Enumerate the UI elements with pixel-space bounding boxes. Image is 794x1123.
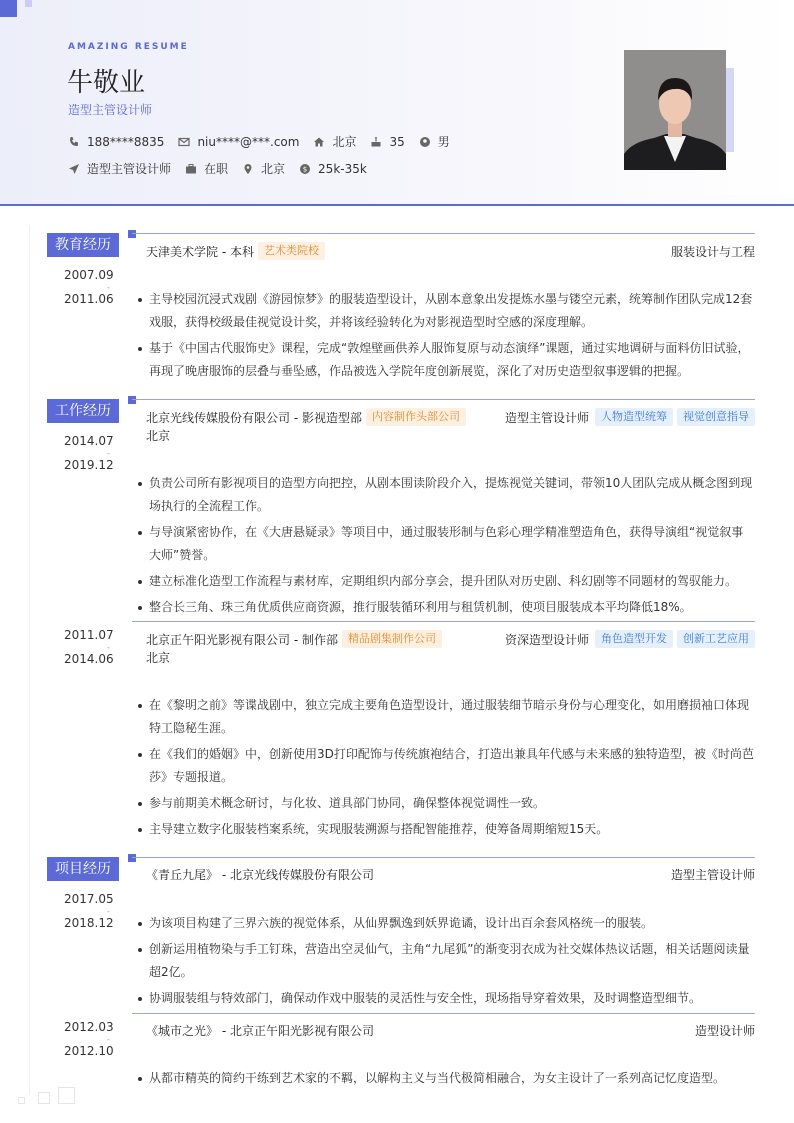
proj2-role: 造型设计师 — [694, 1024, 755, 1038]
person-silhouette-icon — [624, 50, 726, 170]
money-icon — [299, 163, 311, 175]
job2-header-row — [146, 630, 755, 648]
section-title-work: 工作经历 — [47, 399, 119, 423]
footer-decoration — [58, 1087, 75, 1104]
section-marker — [128, 230, 136, 238]
job-intent-row — [68, 160, 381, 177]
gender-text: 男 — [437, 135, 450, 149]
gender-item — [419, 133, 450, 150]
list-item: 与导演紧密协作，在《大唐悬疑录》等项目中，通过服装形制与色彩心理学精准塑造角色，获得导演组“视觉叙事大师”赞誉。 — [138, 521, 755, 567]
corner-decoration-small — [25, 0, 32, 7]
target-position-item — [68, 160, 171, 177]
job1-skill: 视觉创意指导 — [677, 408, 755, 426]
briefcase-icon — [185, 163, 197, 175]
send-icon — [68, 163, 80, 175]
list-item: 建立标准化造型工作流程与素材库，定期组织内部分享会，提升团队对历史剧、科幻剧等不同题材的驾驭能力。 — [138, 570, 755, 593]
proj1-bullets — [138, 912, 755, 1013]
job2-end-date: 2014.06 — [64, 652, 114, 666]
home-icon — [313, 136, 325, 148]
date-separator: - — [107, 907, 110, 916]
job1-position: 造型主管设计师 — [504, 410, 589, 425]
candidate-title: 造型主管设计师 — [68, 103, 153, 117]
target-position-text: 造型主管设计师 — [87, 162, 172, 176]
job2-skill: 创新工艺应用 — [677, 630, 755, 648]
salary-item — [299, 162, 367, 176]
edu-major: 服装设计与工程 — [670, 244, 755, 259]
list-item: 协调服装组与特效部门，确保动作戏中服装的灵活性与安全性，现场指导穿着效果，及时调整造型细节。 — [138, 987, 755, 1010]
salary-text: 25k-35k — [318, 161, 367, 176]
resume-header — [0, 0, 794, 206]
gender-icon — [419, 136, 431, 148]
edu-start-date: 2007.09 — [64, 268, 114, 282]
job2-position: 资深造型设计师 — [504, 632, 589, 647]
target-city-text: 北京 — [261, 162, 286, 176]
proj1-start-date: 2017.05 — [64, 892, 114, 906]
list-item: 主导建立数字化服装档案系统，实现服装溯源与搭配智能推荐，使筹备周期缩短15天。 — [138, 818, 755, 841]
edu-bullets — [138, 288, 755, 386]
section-divider — [132, 857, 755, 858]
job1-start-date: 2014.07 — [64, 434, 114, 448]
section-divider — [132, 399, 755, 400]
edu-tag: 艺术类院校 — [258, 242, 325, 260]
left-guide-line — [29, 225, 30, 1095]
proj2-end-date: 2012.10 — [64, 1044, 114, 1058]
corner-decoration — [0, 0, 17, 17]
phone-text: 188****8835 — [87, 134, 165, 149]
list-item: 主导校园沉浸式戏剧《游园惊梦》的服装造型设计，从剧本意象出发提炼水墨与镂空元素，统筹制作团队完成12套戏服，获得校级最佳视觉设计奖，并将该经验转化为对影视造型时空感的深度理解。 — [138, 288, 755, 334]
proj1-role: 造型主管设计师 — [670, 868, 755, 882]
footer-decoration — [38, 1092, 50, 1104]
location-text: 北京 — [332, 135, 357, 149]
section-marker — [128, 854, 136, 862]
edu-header-row — [146, 242, 755, 260]
age-item — [370, 135, 404, 149]
candidate-name: 牛敬业 — [67, 68, 146, 98]
entry-divider — [132, 621, 755, 622]
location-pin-icon — [242, 163, 254, 175]
date-separator: - — [107, 283, 110, 292]
list-item: 在《黎明之前》等谍战剧中，独立完成主要角色造型设计，通过服装细节暗示身份与心理变化，如用磨损袖口体现特工隐秘生涯。 — [138, 694, 755, 740]
job1-company: 北京光线传媒股份有限公司 - 影视造型部 — [146, 410, 362, 425]
job1-end-date: 2019.12 — [64, 458, 114, 472]
cake-icon — [370, 136, 382, 148]
status-item — [185, 160, 228, 177]
date-separator: - — [107, 449, 110, 458]
proj2-name: 《城市之光》 - 北京正午阳光影视有限公司 — [146, 1024, 374, 1038]
job1-tag: 内容制作头部公司 — [366, 408, 466, 426]
section-title-projects: 项目经历 — [47, 857, 119, 881]
footer-decoration — [18, 1097, 25, 1104]
status-text: 在职 — [204, 162, 229, 176]
date-separator: - — [107, 1035, 110, 1044]
edu-end-date: 2011.06 — [64, 292, 114, 306]
job1-skill: 人物造型统筹 — [595, 408, 673, 426]
job1-bullets — [138, 472, 755, 622]
job1-header-row — [146, 408, 755, 426]
age-text: 35 — [389, 134, 405, 149]
job2-skill: 角色造型开发 — [595, 630, 673, 648]
mail-icon — [178, 136, 190, 148]
job2-city: 北京 — [146, 651, 171, 665]
profile-photo — [624, 50, 726, 170]
svg-text:$: $ — [302, 165, 308, 174]
list-item: 负责公司所有影视项目的造型方向把控，从剧本围读阶段介入，提炼视觉关键词，带领10人团队完成从概念图到现场执行的全流程工作。 — [138, 472, 755, 518]
proj2-header-row — [146, 1022, 755, 1039]
list-item: 为该项目构建了三界六族的视觉体系，从仙界飘逸到妖界诡谲，设计出百余套风格统一的服装。 — [138, 912, 755, 935]
list-item: 在《我们的婚姻》中，创新使用3D打印配饰与传统旗袍结合，打造出兼具年代感与未来感的独特造型，被《时尚芭莎》专题报道。 — [138, 743, 755, 789]
section-title-education: 教育经历 — [47, 233, 119, 257]
contact-row — [68, 133, 464, 150]
job2-tag: 精品剧集制作公司 — [342, 630, 442, 648]
list-item: 基于《中国古代服饰史》课程，完成“敦煌壁画供养人服饰复原与动态演绎”课题，通过实地调研与面料仿旧试验，再现了晚唐服饰的层叠与垂坠感，作品被选入学院年度创新展览，深化了对历史造型叙事逻辑的把握。 — [138, 337, 755, 383]
proj1-header-row — [146, 866, 755, 883]
job2-company: 北京正午阳光影视有限公司 - 制作部 — [146, 632, 338, 647]
email-item — [178, 135, 299, 149]
phone-item — [68, 135, 164, 149]
email-text: niu****@***.com — [197, 134, 300, 149]
target-city-item — [242, 160, 285, 177]
job2-start-date: 2011.07 — [64, 628, 114, 642]
entry-divider — [132, 1013, 755, 1014]
edu-school: 天津美术学院 - 本科 — [146, 244, 254, 259]
phone-icon — [68, 136, 80, 148]
section-marker — [128, 396, 136, 404]
proj1-end-date: 2018.12 — [64, 916, 114, 930]
resume-tagline: AMAZING RESUME — [68, 42, 189, 52]
list-item: 整合长三角、珠三角优质供应商资源，推行服装循环利用与租赁机制，使项目服装成本平均降低18%。 — [138, 596, 755, 619]
list-item: 从都市精英的简约干练到艺术家的不羁，以解构主义与当代极简相融合，为女主设计了一系列高记忆度造型。 — [138, 1067, 755, 1090]
list-item: 参与前期美术概念研讨，与化妆、道具部门协同，确保整体视觉调性一致。 — [138, 792, 755, 815]
list-item: 创新运用植物染与手工钉珠，营造出空灵仙气，主角“九尾狐”的渐变羽衣成为社交媒体热议话题，相关话题阅读量超2亿。 — [138, 938, 755, 984]
proj1-name: 《青丘九尾》 - 北京光线传媒股份有限公司 — [146, 868, 374, 882]
section-divider — [132, 233, 755, 234]
proj2-bullets — [138, 1067, 755, 1093]
location-item — [313, 133, 356, 150]
date-separator: - — [107, 643, 110, 652]
proj2-start-date: 2012.03 — [64, 1020, 114, 1034]
job2-bullets — [138, 694, 755, 844]
job1-city: 北京 — [146, 429, 171, 443]
